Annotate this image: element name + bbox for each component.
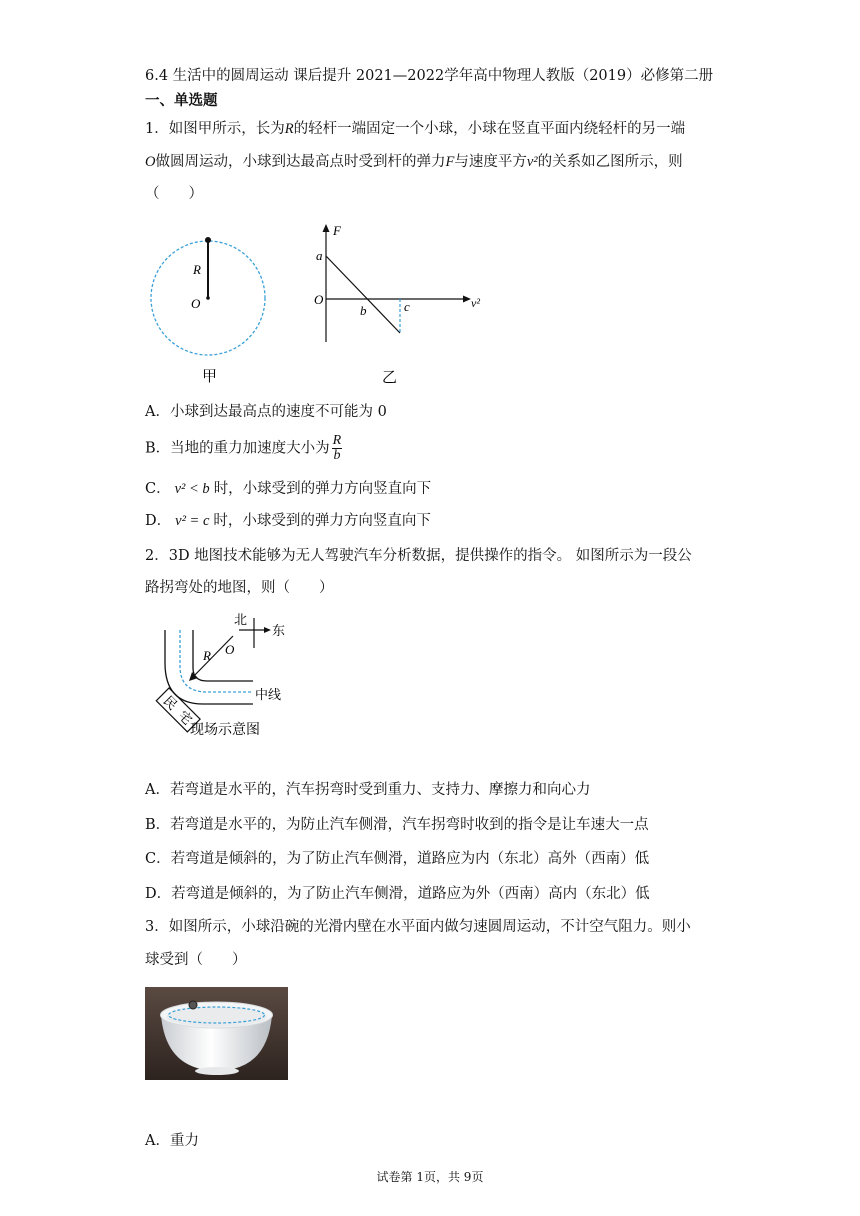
pivot-point <box>206 296 210 300</box>
figure-caption: 现场示意图 <box>190 723 260 738</box>
q1-option-c-letter: C． <box>145 481 171 497</box>
F-axis-arrow <box>323 224 330 232</box>
q1-text: 做圆周运动，小球到达最高点时受到杆的弹力 <box>155 154 446 170</box>
q1-option-d-expr: v² = c <box>175 513 210 529</box>
road-outer-edge <box>165 630 253 704</box>
label-a: a <box>316 248 323 263</box>
label-F: F <box>333 223 341 238</box>
q1-option-d-letter: D． <box>145 513 172 529</box>
compass-east-arrow <box>264 627 271 633</box>
q1-option-b <box>145 434 342 463</box>
caption-jia: 甲 <box>202 369 218 385</box>
q1-var-v2: v² <box>526 154 538 170</box>
q2-road-map-figure <box>145 608 295 743</box>
label-v2: v² <box>471 296 480 310</box>
q3-stem-line2: 球受到（ ） <box>145 952 247 968</box>
v2-axis-arrow <box>463 296 471 303</box>
q1-option-d-text: 时，小球受到的弹力方向竖直向下 <box>213 513 431 529</box>
q2-option-a: A．若弯道是水平的，汽车拐弯时受到重力、支持力、摩擦力和向心力 <box>145 782 591 798</box>
ball <box>205 237 211 243</box>
q2-option-d: D．若弯道是倾斜的，为了防止汽车侧滑，道路应为外（西南）高内（东北）低 <box>145 886 650 902</box>
q1-option-a: A．小球到达最高点的速度不可能为 0 <box>145 404 387 420</box>
road-inner-edge <box>193 630 253 681</box>
fraction-denominator: b <box>333 448 341 463</box>
document-title: 6.4 生活中的圆周运动 课后提升 2021—2022学年高中物理人教版（2019）必修第二册 <box>145 68 714 84</box>
q1-stem-line1 <box>145 119 685 139</box>
label-O: O <box>225 642 235 657</box>
bowl-inner <box>167 1007 267 1027</box>
fraction-R-over-b <box>332 434 343 463</box>
label-O: O <box>314 292 324 307</box>
q1-option-c <box>145 479 431 499</box>
q2-option-b: B．若弯道是水平的，为防止汽车侧滑，汽车拐弯时收到的指令是让车速大一点 <box>145 817 649 833</box>
q1-option-c-text: 时，小球受到的弹力方向竖直向下 <box>213 481 432 497</box>
q1-figure-yi <box>305 222 500 388</box>
label-R: R <box>193 262 201 277</box>
F-v2-line <box>326 256 400 333</box>
label-east: 东 <box>272 623 286 638</box>
q1-text: 与速度平方 <box>454 154 527 170</box>
fraction-numerator: R <box>332 433 342 448</box>
q1-text: 的关系如乙图所示，则 <box>537 154 683 170</box>
caption-yi: 乙 <box>382 370 398 386</box>
q2-stem-line2: 路拐弯处的地图，则（ ） <box>145 580 334 596</box>
q2-option-c: C．若弯道是倾斜的，为了防止汽车侧滑，道路应为内（东北）高外（西南）低 <box>145 851 650 867</box>
q1-option-c-expr: v² < b <box>174 481 210 497</box>
label-O: O <box>191 296 201 311</box>
q1-option-d <box>145 511 431 531</box>
q2-stem-line1: 2．3D 地图技术能够为无人驾驶汽车分析数据，提供操作的指令。 如图所示为一段公 <box>145 548 692 564</box>
page-footer: 试卷第 1页，共 9页 <box>376 1170 484 1184</box>
section-heading: 一、单选题 <box>145 92 218 109</box>
q1-figure-jia <box>145 228 275 388</box>
q1-var-F: F <box>445 154 455 170</box>
ball <box>189 1001 197 1009</box>
road-center-line <box>180 630 253 692</box>
label-R: R <box>203 648 211 663</box>
q3-bowl-photo <box>145 987 288 1080</box>
label-midline: 中线 <box>255 687 282 702</box>
q1-stem-line2 <box>145 152 683 172</box>
q1-answer-paren: （ ） <box>145 186 203 202</box>
label-c: c <box>404 299 410 314</box>
q1-option-b-text: B．当地的重力加速度大小为 <box>145 440 330 457</box>
q3-option-a: A．重力 <box>145 1133 199 1149</box>
label-house-2: 宅 <box>175 707 196 728</box>
q1-var-O: O <box>145 154 156 170</box>
label-b: b <box>360 303 367 318</box>
label-north: 北 <box>234 612 248 627</box>
q1-text: 的轻杆一端固定一个小球，小球在竖直平面内绕轻杆的另一端 <box>293 121 686 137</box>
q1-text: 1．如图甲所示，长为 <box>145 121 285 137</box>
label-house-1: 民 <box>160 692 181 713</box>
bowl-base <box>195 1067 239 1075</box>
q3-stem-line1: 3．如图所示，小球沿碗的光滑内壁在水平面内做匀速圆周运动，不计空气阻力。则小 <box>145 919 691 935</box>
q1-var-R: R <box>284 121 294 137</box>
